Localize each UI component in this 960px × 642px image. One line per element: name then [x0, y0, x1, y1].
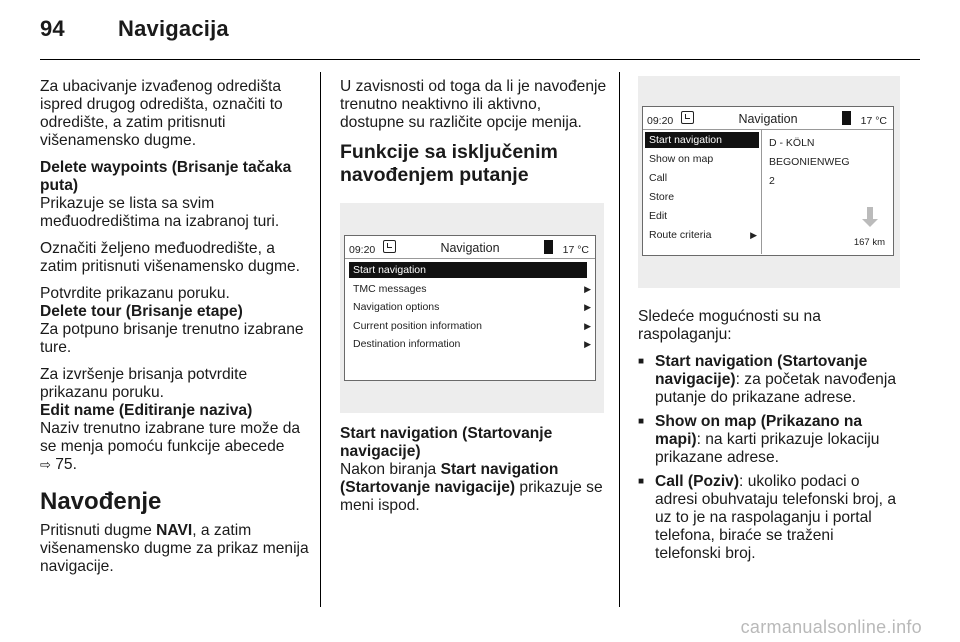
chevron-right-icon: ▶: [584, 302, 591, 312]
menu-item-call[interactable]: Call: [649, 172, 668, 184]
nav-screen-2: [642, 106, 894, 256]
list-item: ■ Show on map (Prikazano na mapi): na karti prikazuje lokaciju prikazane adrese.: [638, 413, 900, 467]
thermometer-icon: [544, 240, 553, 254]
screen-figure-2: [638, 76, 900, 288]
column-divider-2: [619, 72, 620, 607]
delete-tour-text-2: Za izvršenje brisanja potvrdite prikazanu poruku.: [40, 366, 248, 401]
menu-item-start-navigation[interactable]: Start navigation: [645, 132, 759, 148]
navi-paragraph: [40, 522, 312, 576]
menu-item-edit[interactable]: Edit: [649, 210, 668, 222]
delete-waypoints-text-2: Označiti željeno međuodredište, a zatim pritisnuti višenamensko dugme.: [40, 240, 301, 275]
page-number: 94: [40, 16, 65, 41]
menu-item-store[interactable]: Store: [649, 191, 675, 203]
edit-name-heading: Edit name (Editiranje naziva): [40, 402, 253, 419]
direction-arrow-head-icon: [862, 219, 878, 227]
page-ref-arrow-icon: ⇨: [40, 457, 51, 472]
page-title: Navigacija: [118, 16, 229, 41]
section-title-navodjenje: Navođenje: [40, 488, 162, 515]
address-street: BEGONIENWEG: [769, 156, 850, 168]
screen-figure-1: [340, 203, 604, 413]
navi-pre: Pritisnuti dugme: [40, 522, 152, 539]
menu-item-start-navigation[interactable]: Start navigation: [349, 262, 587, 278]
options-list: [638, 353, 900, 563]
screen-status-bar: [345, 236, 595, 259]
middle-intro: U zavisnosti od toga da li je navođenje trenutno neaktivno ili aktivno, dostupne su različite opcije menija.: [340, 78, 607, 131]
left-column: [40, 78, 312, 585]
page-ref-link[interactable]: 75.: [55, 456, 77, 473]
delete-waypoints-text-3: Potvrdite prikazanu poruku.: [40, 285, 230, 302]
screen-temperature: 17 °C: [860, 115, 887, 127]
after-selection-bold: Start navigation (Startovanje navigacije): [340, 461, 559, 496]
menu-item-destination-information[interactable]: Destination information ▶: [353, 338, 591, 350]
thermometer-icon: [842, 111, 851, 125]
delete-waypoints-text-1: Prikazuje se lista sa svim međuodredištima na izabranoj turi.: [40, 195, 280, 230]
navi-post: , a zatim višenamensko dugme za prikaz menija navigacije.: [40, 522, 309, 575]
menu-item-show-on-map[interactable]: Show on map: [649, 153, 714, 165]
functions-subheading: Funkcije sa isključenim navođenjem putanje: [340, 141, 558, 186]
navi-button-label: NAVI: [156, 522, 193, 539]
screen-time: 09:20: [349, 244, 376, 256]
intro-paragraph: Za ubacivanje izvađenog odredišta ispred drugog odredišta, označiti to odredište, a zatim pritisnuti višenamensko dugme.: [40, 78, 283, 149]
menu-item-navigation-options[interactable]: Navigation options ▶: [353, 301, 591, 313]
address-city: D - KÖLN: [769, 137, 815, 149]
watermark: carmanualsonline.info: [740, 617, 922, 637]
delete-tour-text-1: Za potpuno brisanje trenutno izabrane ture.: [40, 321, 304, 356]
screen-status-bar: [643, 107, 893, 130]
start-navigation-heading: Start navigation (Startovanje navigacije): [340, 425, 553, 460]
delete-tour-heading: Delete tour (Brisanje etape): [40, 303, 243, 320]
right-column: [638, 76, 900, 569]
chevron-right-icon: ▶: [584, 321, 591, 331]
delete-waypoints-heading: Delete waypoints (Brisanje tačaka puta): [40, 159, 292, 194]
screen-title: Navigation: [738, 112, 798, 126]
screen-temperature: 17 °C: [562, 244, 589, 256]
list-item: ■ Call (Poziv): ukoliko podaci o adresi obuhvataju telefonski broj, a uz to je na raspolaganju i portal telefona, biraće se traženi telefonski broj.: [638, 473, 900, 563]
address-number: 2: [769, 175, 775, 187]
menu-item-tmc-messages[interactable]: TMC messages ▶: [353, 283, 591, 295]
chevron-right-icon: ▶: [584, 339, 591, 349]
middle-column: [340, 78, 608, 524]
header-rule: [40, 59, 920, 60]
screen-time: 09:20: [647, 115, 674, 127]
chevron-right-icon: ▶: [750, 230, 757, 240]
column-divider-1: [320, 72, 321, 607]
page-header: [40, 16, 229, 42]
edit-name-text: [40, 420, 312, 474]
edit-name-body: Naziv trenutno izabrane ture može da se menja pomoću funkcije abecede: [40, 420, 301, 455]
chevron-right-icon: ▶: [584, 284, 591, 294]
screen-title: Navigation: [440, 241, 500, 255]
menu-item-current-position-information[interactable]: Current position information ▶: [353, 320, 591, 332]
list-item: ■ Start navigation (Startovanje navigacije): za početak navođenja putanje do prikazane adrese.: [638, 353, 900, 407]
after-selection-paragraph: Nakon biranja Start navigation (Startovanje navigacije) prikazuje se meni ispod.: [340, 461, 603, 514]
nav-screen-1: [344, 235, 596, 381]
menu-item-route-criteria[interactable]: Route criteria ▶: [649, 229, 757, 241]
options-intro: Sledeće mogućnosti su na raspolaganju:: [638, 308, 821, 343]
distance-readout: 167 km: [853, 237, 885, 248]
screen-pane-divider: [761, 130, 762, 254]
